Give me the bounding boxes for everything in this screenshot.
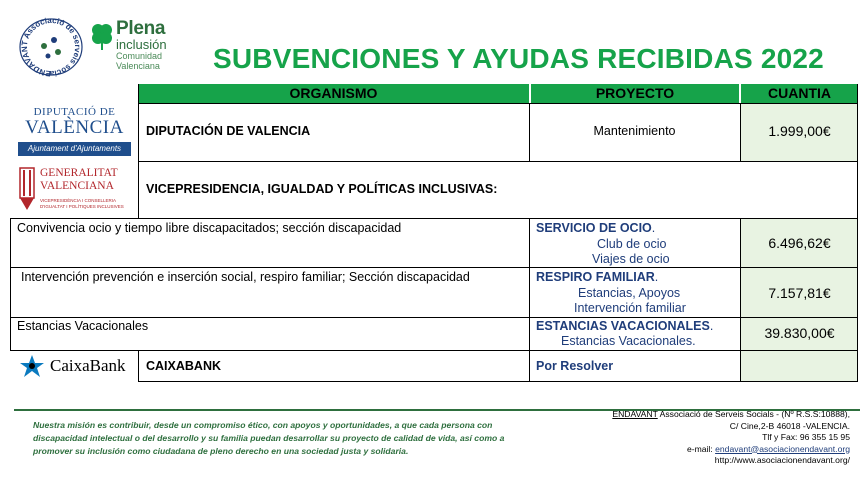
phone-line: Tlf y Fax: 96 355 15 95	[762, 432, 850, 442]
generalitat-logo-line4: D'IGUALTAT I POLÍTIQUES INCLUSIVES	[40, 204, 124, 209]
web-link[interactable]: http://www.asociacionendavant.org/	[714, 455, 850, 465]
subrow-proj-title-punct: .	[654, 270, 659, 284]
cuantia-estancias: 39.830,00€	[764, 325, 835, 341]
organismo-caixabank: CAIXABANK	[146, 359, 221, 373]
page-title: SUBVENCIONES Y AYUDAS RECIBIDAS 2022	[213, 43, 824, 74]
diputacion-logo	[16, 104, 133, 158]
subrow-proj-title	[536, 221, 655, 235]
column-header-proyecto: PROYECTO	[531, 84, 739, 103]
endavant-ring-text: ENDAVANT Associació de serveis socia	[19, 16, 83, 78]
plena-sub: inclusión	[116, 37, 167, 52]
column-header-organismo: ORGANISMO	[138, 84, 529, 103]
contact-block	[550, 409, 850, 467]
plena-region-2: Valenciana	[116, 61, 160, 71]
cuantia-diputacion: 1.999,00€	[768, 123, 831, 139]
subrow-proj-line: Estancias, Apoyos	[578, 286, 681, 300]
caixabank-star-icon	[18, 353, 46, 379]
subrow-proj-title-punct: .	[651, 221, 656, 235]
email-label: e-mail:	[686, 443, 716, 454]
column-header-cuantia: CUANTIA	[741, 84, 858, 103]
org-rest: Associació de Serveis Socials - (Nº R.S.S:10888),	[657, 409, 850, 419]
plena-name: Plena	[116, 18, 166, 39]
generalitat-logo-line3: VICEPRESIDÈNCIA I CONSELLERIA	[40, 198, 117, 203]
email-line	[550, 444, 850, 456]
grid-line	[10, 267, 858, 268]
generalitat-crest-icon	[18, 166, 36, 212]
org-line	[550, 409, 850, 421]
cuantia-ocio: 6.496,62€	[768, 235, 831, 251]
cuantia-respiro: 7.157,81€	[768, 285, 831, 301]
grid-line	[529, 218, 530, 382]
subrow-proj-line: Club de ocio	[597, 237, 667, 251]
generalitat-logo-line1: GENERALITAT	[40, 167, 118, 179]
organismo-vicepresidencia: VICEPRESIDENCIA, IGUALDAD Y POLÍTICAS INCLUSIVAS:	[146, 182, 498, 196]
grid-line	[10, 218, 11, 351]
subrow-desc: Estancias Vacacionales	[17, 319, 149, 333]
subrow-proj-title-text: SERVICIO DE OCIO	[536, 221, 652, 235]
proyecto-por-resolver: Por Resolver	[536, 359, 614, 373]
grid-line	[10, 317, 858, 318]
plena-region	[116, 51, 162, 71]
diputacion-logo-line1: DIPUTACIÓ DE	[33, 106, 116, 118]
grid-line	[138, 84, 139, 218]
subrow-proj-title-text: RESPIRO FAMILIAR	[536, 270, 655, 284]
grid-line	[138, 381, 858, 382]
endavant-logo	[16, 16, 86, 78]
caixabank-logo-text: CaixaBank	[50, 356, 126, 375]
grid-line	[138, 350, 139, 382]
caixabank-logo	[16, 352, 136, 380]
clover-icon	[90, 22, 114, 50]
subrow-desc: Intervención prevención e inserción social, respiro familiar; Sección discapacidad	[21, 270, 470, 284]
org-name: ENDAVANT	[612, 409, 658, 419]
amount-cell-bg	[741, 351, 858, 381]
subrow-proj-title-text: ESTANCIAS VACACIONALES	[536, 319, 710, 333]
diputacion-logo-line3: Ajuntament d'Ajuntaments	[18, 142, 131, 156]
subrow-proj-title-punct: .	[709, 319, 714, 333]
diputacion-logo-line2: VALÈNCIA	[25, 117, 124, 138]
subrow-proj-title	[536, 270, 658, 284]
plena-region-1: Comunidad	[116, 51, 163, 61]
organismo-diputacion: DIPUTACIÓN DE VALENCIA	[146, 124, 311, 138]
proyecto-mantenimiento: Mantenimiento	[593, 124, 676, 138]
generalitat-logo	[16, 164, 136, 216]
address-line: C/ Cine,2-B 46018 -VALENCIA.	[729, 420, 850, 431]
grid-line	[138, 161, 858, 162]
email-link[interactable]: endavant@asociacionendavant.org	[715, 443, 850, 454]
subrow-proj-line: Estancias Vacacionales.	[561, 334, 696, 348]
generalitat-logo-line2: VALENCIANA	[40, 180, 114, 192]
subrow-proj-line: Intervención familiar	[574, 301, 686, 315]
grid-line	[138, 103, 858, 104]
subrow-proj-line: Viajes de ocio	[592, 252, 670, 266]
subrow-proj-title	[536, 319, 713, 333]
subrow-desc: Convivencia ocio y tiempo libre discapacitados; sección discapacidad	[17, 221, 402, 235]
mission-statement: Nuestra misión es contribuir, desde un compromiso ético, con apoyos y oportunidades, a que cada persona con discapacidad intelectual o del desarrollo y su familia puedan desarrollar su proyecto de calidad de vida, así como a promover su inclusión como ciudadana de pleno derecho en una sociedad justa y solidaria.	[33, 420, 505, 456]
plena-inclusion-logo	[90, 18, 180, 78]
grid-line	[10, 218, 858, 219]
